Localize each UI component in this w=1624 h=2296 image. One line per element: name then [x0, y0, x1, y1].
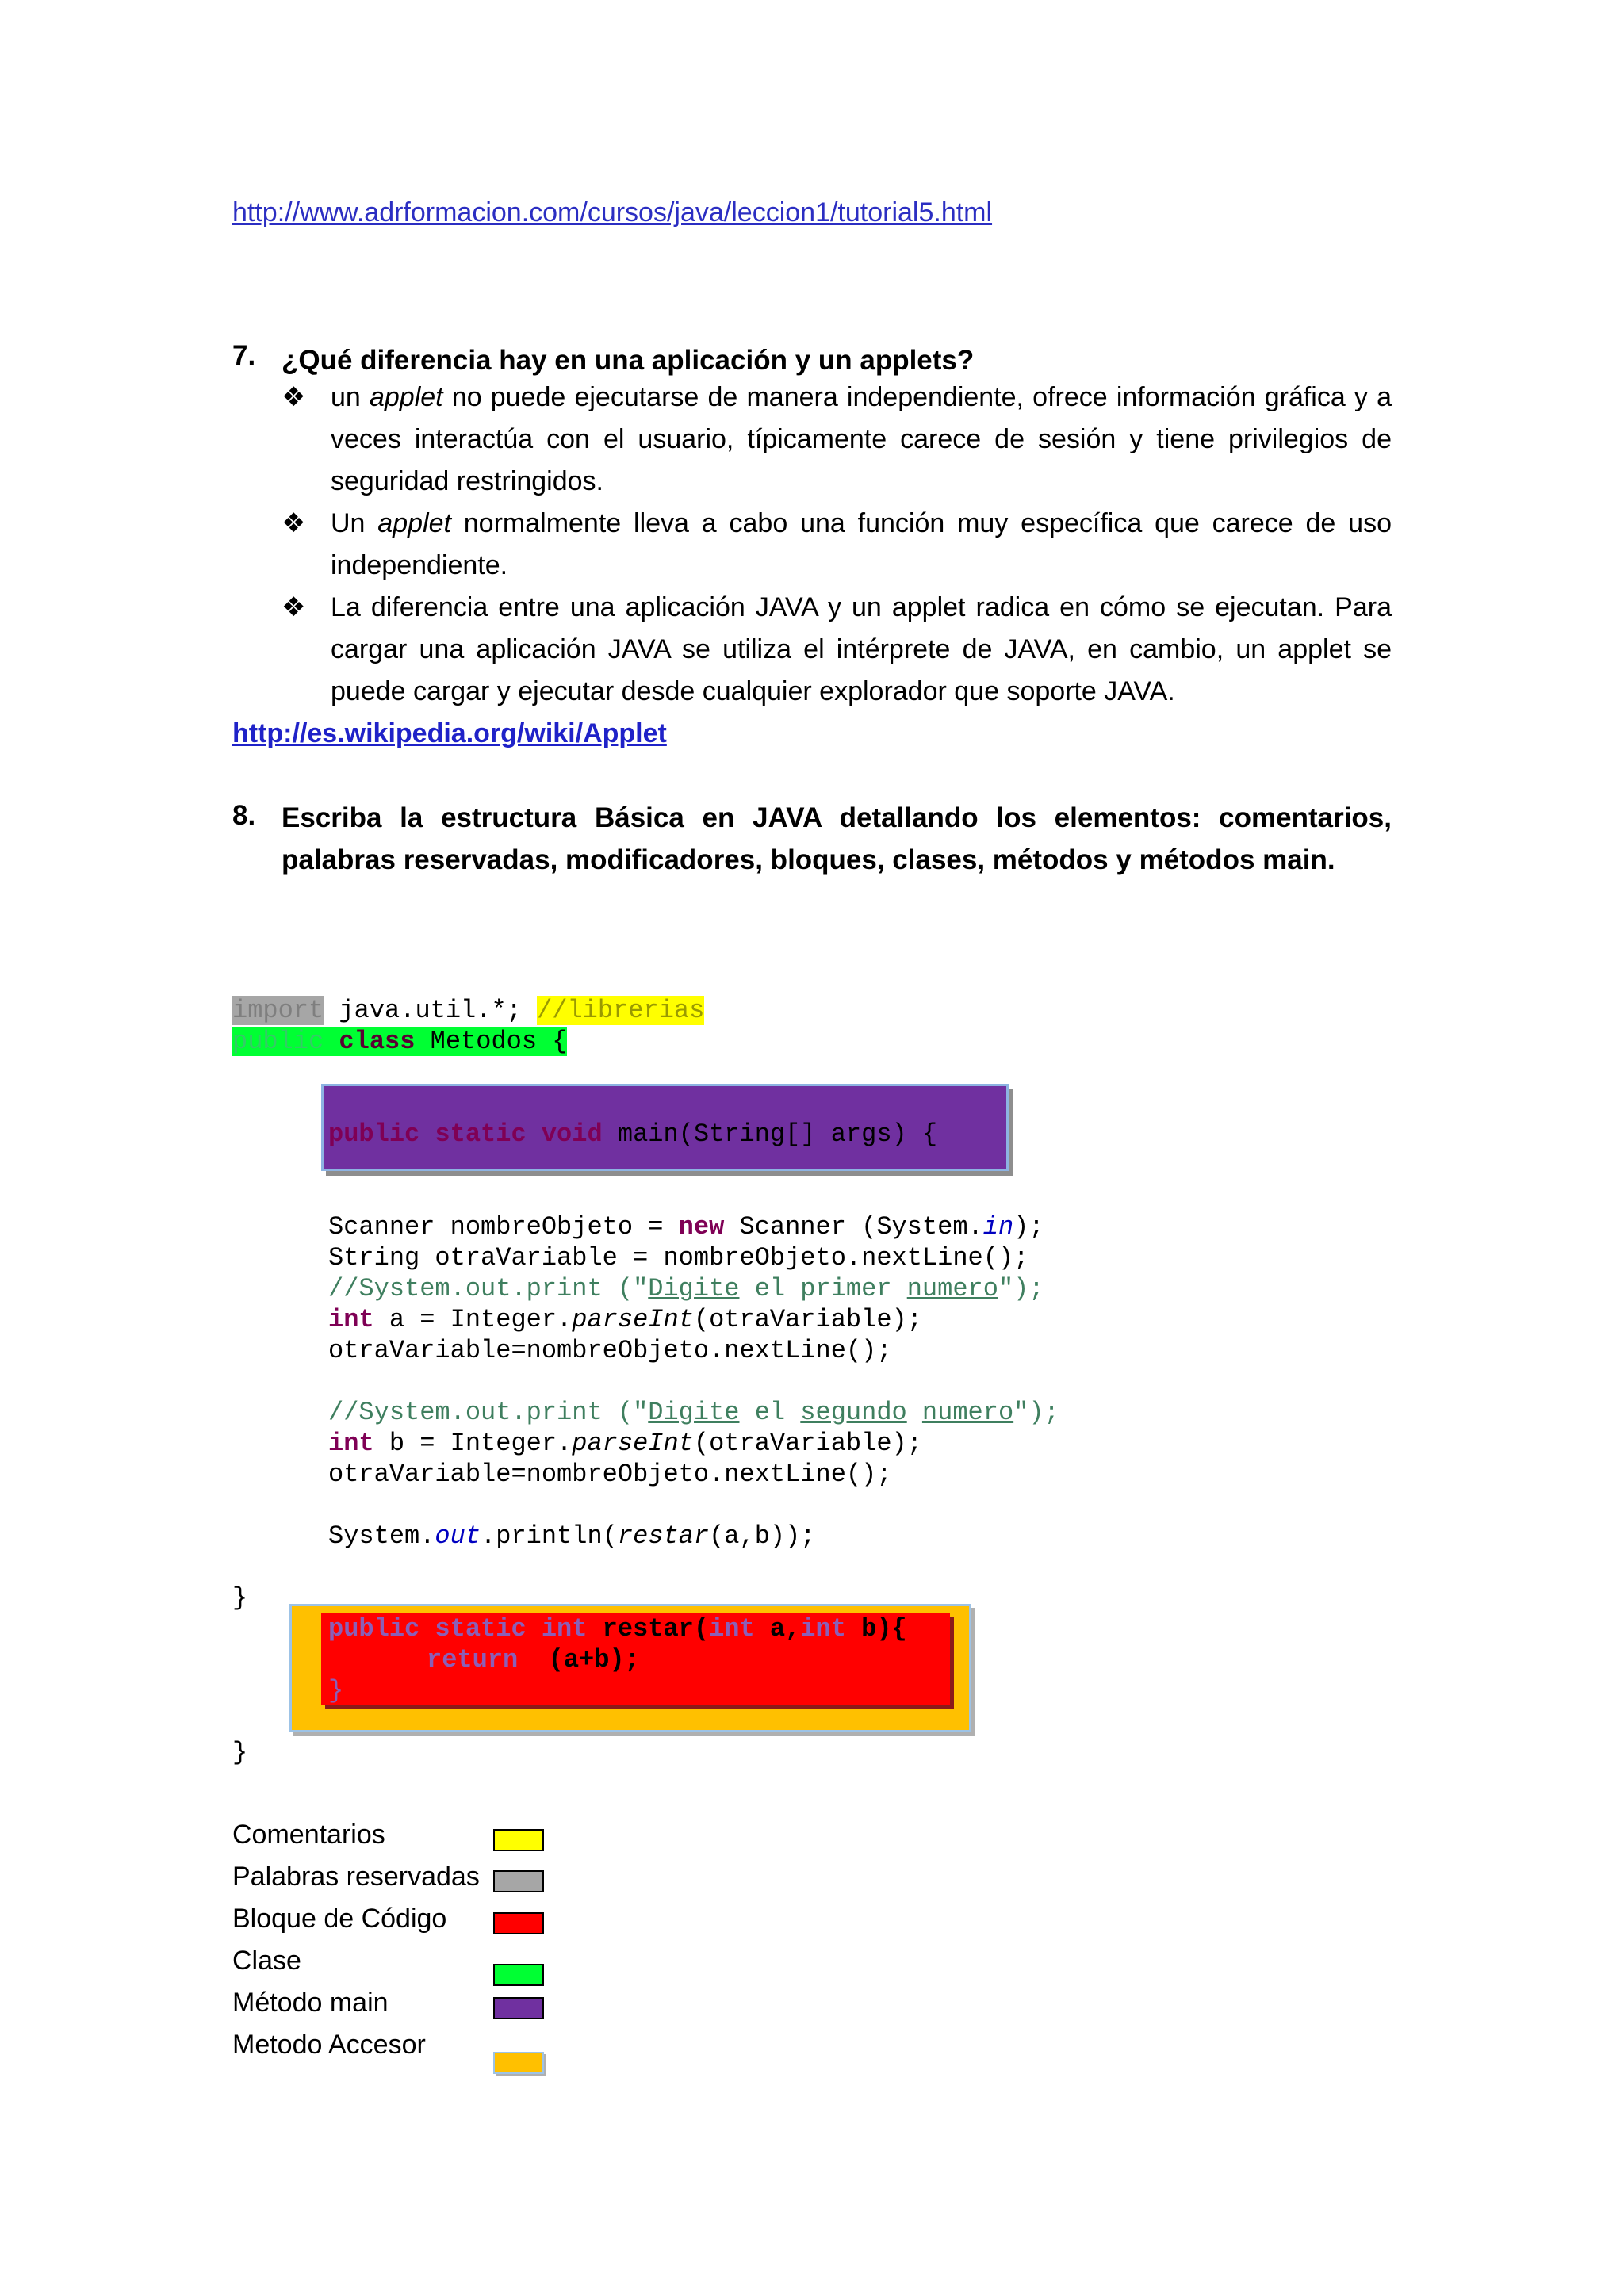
code-line: otraVariable=nombreObjeto.nextLine(); — [328, 1336, 892, 1365]
bullet-item: ❖ Un applet normalmente lleva a cabo una función muy específica que carece de uso independiente. — [282, 503, 1392, 587]
question-7-number: 7. — [232, 340, 256, 371]
code-line-import: import java.util.*; //librerias — [232, 996, 705, 1025]
class-declaration: public class Metodos { — [232, 1027, 568, 1056]
emphasis-applet: applet — [369, 382, 443, 412]
code-line: Scanner nombreObjeto = new Scanner (System.in); — [328, 1212, 1044, 1242]
code-line: int a = Integer.parseInt(otraVariable); — [328, 1305, 922, 1334]
code-line-accessor: public static int restar(int a,int b){ — [328, 1614, 907, 1644]
link-adrformacion[interactable]: http://www.adrformacion.com/cursos/java/leccion1/tutorial5.html — [232, 197, 993, 228]
code-line-class — [232, 1026, 567, 1057]
code-line: otraVariable=nombreObjeto.nextLine(); — [328, 1460, 892, 1489]
question-7-bullets — [282, 377, 1392, 713]
code-line-return: return (a+b); — [427, 1645, 640, 1674]
legend-label-metodo-accesor: Metodo Accesor — [232, 2030, 426, 2060]
question-7-title: ¿Qué diferencia hay en una aplicación y un applets? — [282, 345, 975, 376]
code-close-brace: } — [328, 1676, 344, 1705]
question-8-title: Escriba la estructura Básica en JAVA detallando los elementos: comentarios, palabras reservadas, modificadores, bloques, clases, métodos y métodos main. — [282, 802, 1392, 875]
legend-swatch-bloque-codigo — [493, 1912, 544, 1934]
code-line-main: public static void main(String[] args) { — [328, 1119, 938, 1149]
bullet-item: ❖ un applet no puede ejecutarse de manera independiente, ofrece información gráfica y a veces interactúa con el usuario, típicamente carece de sesión y tiene privilegios de seguridad restringidos. — [282, 377, 1392, 503]
emphasis-applet: applet — [377, 508, 451, 538]
legend-swatch-comentarios — [493, 1829, 544, 1851]
code-line: int b = Integer.parseInt(otraVariable); — [328, 1429, 922, 1458]
legend-label-clase: Clase — [232, 1946, 301, 1976]
code-line: String otraVariable = nombreObjeto.nextLine(); — [328, 1243, 1029, 1272]
code-line-comment: //System.out.print ("Digite el primer numero"); — [328, 1274, 1044, 1303]
legend-swatch-metodo-main — [493, 1997, 544, 2019]
legend-swatch-metodo-accesor — [493, 2052, 544, 2074]
question-8-number: 8. — [232, 800, 256, 831]
diamond-bullet-icon: ❖ — [282, 508, 306, 538]
diamond-bullet-icon: ❖ — [282, 592, 306, 622]
comment-librerias: //librerias — [537, 996, 705, 1025]
legend-label-metodo-main: Método main — [232, 1988, 389, 2018]
code-line-comment: //System.out.print ("Digite el segundo numero"); — [328, 1398, 1059, 1427]
legend-label-palabras-reservadas: Palabras reservadas — [232, 1862, 480, 1892]
keyword-import: import — [232, 996, 324, 1025]
legend-label-comentarios: Comentarios — [232, 1820, 385, 1850]
code-close-brace: } — [232, 1738, 248, 1767]
diamond-bullet-icon: ❖ — [282, 382, 306, 412]
bullet-item: ❖ La diferencia entre una aplicación JAVA y un applet radica en cómo se ejecutan. Para cargar una aplicación JAVA se utiliza el intérprete de JAVA, en cambio, un applet se puede cargar y ejecutar desde cualquier explorador que soporte JAVA. — [282, 587, 1392, 713]
legend-swatch-palabras-reservadas — [493, 1870, 544, 1892]
legend-label-bloque-codigo: Bloque de Código — [232, 1904, 447, 1934]
legend-swatch-clase — [493, 1964, 544, 1986]
code-close-brace: } — [232, 1583, 248, 1613]
link-wikipedia-applet[interactable]: http://es.wikipedia.org/wiki/Applet — [232, 718, 667, 748]
code-line: System.out.println(restar(a,b)); — [328, 1521, 816, 1551]
